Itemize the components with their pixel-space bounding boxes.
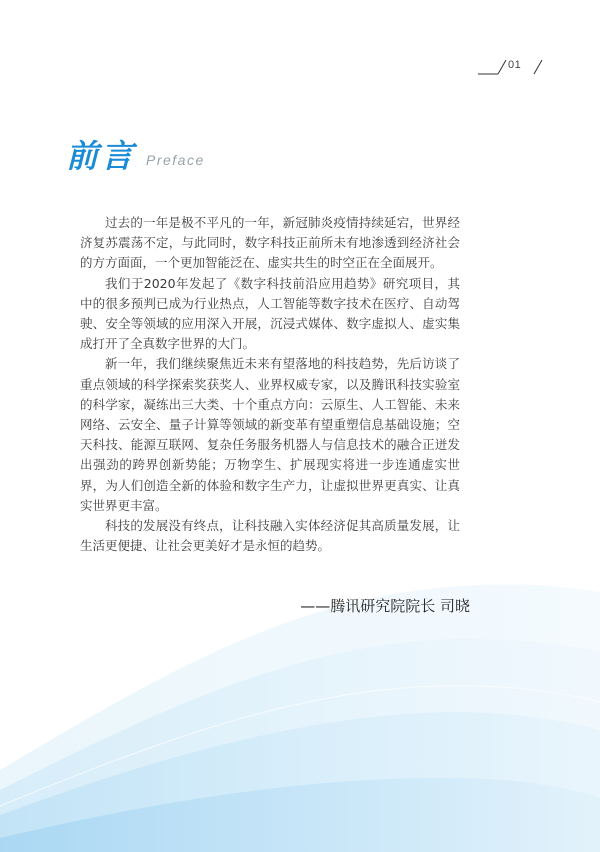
- paragraph: 我们于2020年发起了《数字科技前沿应用趋势》研究项目，其中的很多预判已成为行业热点，人工智能等数字技术在医疗、自动驾驶、安全等领域的应用深入开展，沉浸式媒体、数字虚拟人、虚实集成打开了全真数字世界的大门。: [80, 275, 460, 352]
- page-number: [476, 58, 556, 76]
- paragraph: 新一年，我们继续聚焦近未来有望落地的科技趋势，先后访谈了重点领域的科学探索奖获奖人、业界权威专家，以及腾讯科技实验室的科学家，凝练出三大类、十个重点方向：云原生、人工智能、未来网络、云安全、量子计算等领域的新变革有望重塑信息基础设施；空天科技、能源互联网、复杂任务服务机器人与信息技术的融合正迸发出强劲的跨界创新势能；万物孪生、扩展现实将进一步连通虚实世界，为人们创造全新的体验和数字生产力，让虚拟世界更真实、让真实世界更丰富。: [80, 356, 460, 513]
- author-signature: ——腾讯研究院院长 司晓: [300, 597, 470, 615]
- page-title: 前言: [66, 137, 137, 175]
- paragraph: 科技的发展没有终点，让科技融入实体经济促其高质量发展，让生活更便捷、让社会更美好才是永恒的趋势。: [80, 518, 460, 554]
- preface-body: [80, 213, 460, 556]
- page-title-english: Preface: [146, 152, 205, 168]
- paragraph: 过去的一年是极不平凡的一年，新冠肺炎疫情持续延宕，世界经济复苏震荡不定，与此同时，数字科技正前所未有地渗透到经济社会的方方面面，一个更加智能泛在、虚实共生的时空正在全面展开。: [80, 215, 460, 271]
- page-number-value: 01: [508, 59, 522, 71]
